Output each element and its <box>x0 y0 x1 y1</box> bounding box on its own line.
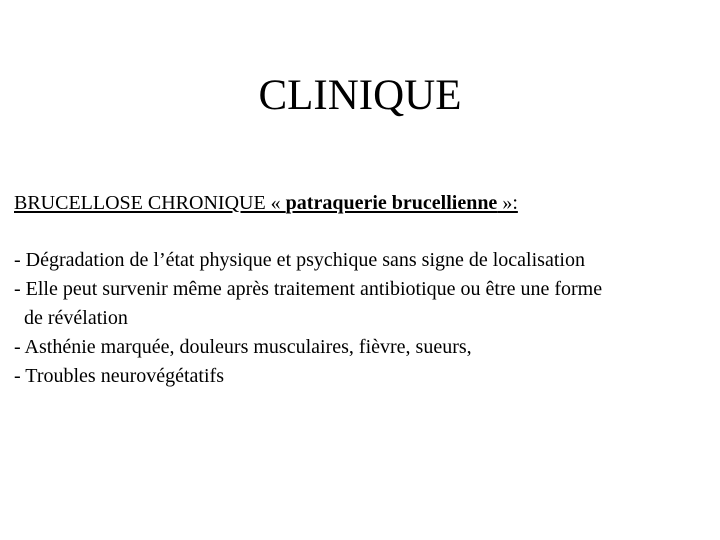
bullet-text: - Asthénie marquée, douleurs musculaires, fièvre, sueurs, <box>14 336 472 358</box>
bullet-text: - Dégradation de l’état physique et psychique sans signe de localisation <box>14 249 585 271</box>
bullet-item-troubles <box>14 362 718 391</box>
bullet-item-survenir <box>14 275 718 333</box>
bullet-text: - Troubles neurovégétatifs <box>14 365 224 387</box>
heading-suffix-text: »: <box>497 192 518 214</box>
bullet-list <box>14 246 718 391</box>
heading-emphasis-text: patraquerie brucellienne <box>285 192 498 214</box>
bullet-text: - Elle peut survenir même après traitement antibiotique ou être une forme <box>14 278 603 300</box>
bullet-item-degradation <box>14 246 718 275</box>
section-heading <box>14 190 518 216</box>
bullet-item-asthenie <box>14 333 718 362</box>
heading-plain-text: BRUCELLOSE CHRONIQUE « <box>14 192 286 214</box>
bullet-text-continuation: de révélation <box>24 307 128 329</box>
slide-title: CLINIQUE <box>258 72 462 119</box>
